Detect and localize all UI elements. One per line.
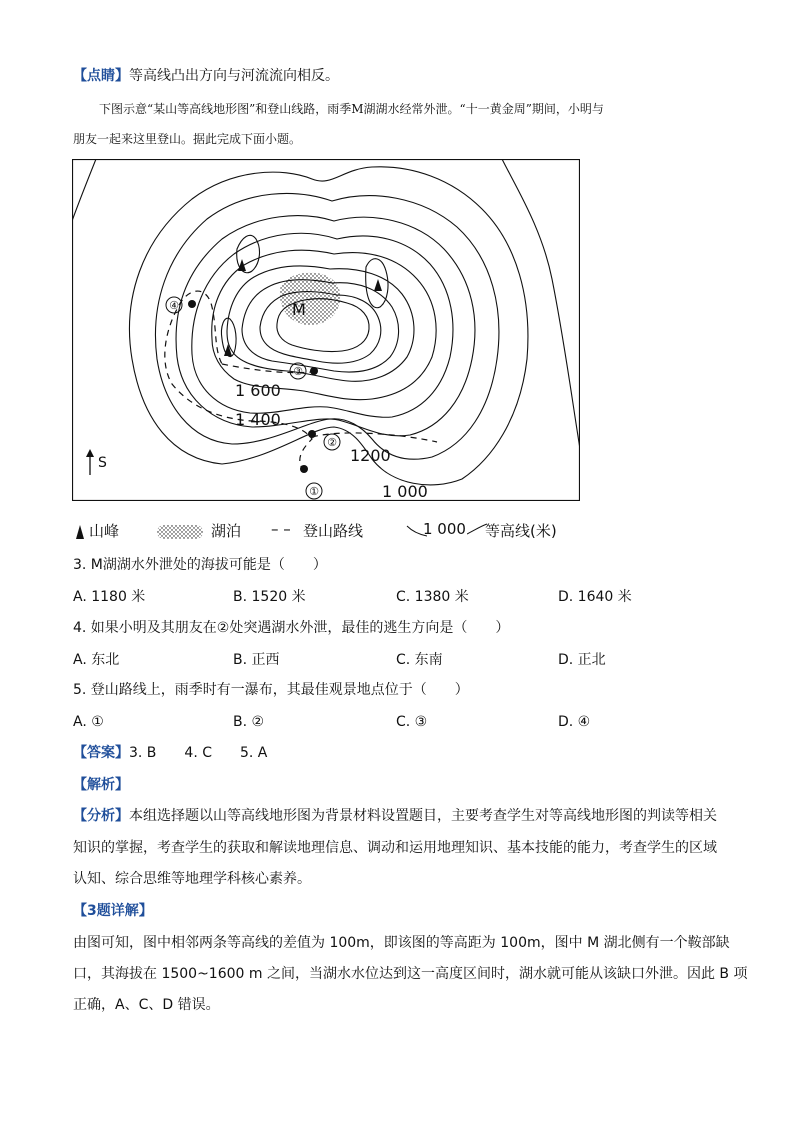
- detail-label: 【3题详解】: [73, 903, 153, 919]
- point-dot-4: [188, 300, 196, 308]
- contour-label-1000: 1 000: [382, 482, 428, 501]
- contour-label-1600: 1 600: [235, 381, 281, 400]
- question-3-option-d[interactable]: D. 1640 米: [558, 589, 632, 605]
- legend-peak: 山峰: [89, 522, 120, 540]
- fenxi-line-1: [73, 806, 717, 826]
- map-frame: [73, 160, 580, 501]
- question-3-option-a[interactable]: A. 1180 米: [73, 589, 146, 605]
- question-5-stem: 5. 登山路线上，雨季时有一瀑布，其最佳观景地点位于（ ）: [73, 682, 469, 698]
- question-5-option-b[interactable]: B. ②: [233, 714, 265, 730]
- question-4-option-d[interactable]: D. 正北: [558, 652, 606, 668]
- question-3-option-c[interactable]: C. 1380 米: [396, 589, 469, 605]
- intro-line-2: 朋友一起来这里登山。据此完成下面小题。: [73, 132, 302, 146]
- question-3-option-b[interactable]: B. 1520 米: [233, 589, 306, 605]
- analysis-label: 【解析】: [73, 777, 129, 793]
- legend-lake: 湖泊: [211, 522, 242, 540]
- contour-label-1400: 1 400: [235, 410, 281, 429]
- answer-label: 【答案】: [73, 745, 129, 761]
- legend-contour: 等高线(米): [485, 522, 557, 540]
- north-label: S: [98, 455, 107, 471]
- question-5-option-a[interactable]: A. ①: [73, 714, 104, 730]
- tip-text: 等高线凸出方向与河流流向相反。: [129, 68, 339, 84]
- contour-label-1200: 1200: [350, 446, 391, 465]
- detail-line-2: 口，其海拔在 1500~1600 m 之间，当湖水水位达到这一高度区间时，湖水就可能从该缺口外泄。因此 B 项: [73, 966, 748, 982]
- point-dot-1: [300, 465, 308, 473]
- lake-label: M: [292, 300, 306, 319]
- point-dot-3: [310, 367, 318, 375]
- point-label-3: ③: [293, 365, 303, 378]
- legend-contour-value: 1 000: [423, 520, 466, 538]
- question-4-stem: 4. 如果小明及其朋友在②处突遇湖水外泄，最佳的逃生方向是（ ）: [73, 620, 510, 636]
- question-4-option-c[interactable]: C. 东南: [396, 652, 443, 668]
- question-4-option-b[interactable]: B. 正西: [233, 652, 280, 668]
- answer-line: [73, 743, 267, 763]
- detail-line-3: 正确，A、C、D 错误。: [73, 997, 220, 1013]
- question-5-option-d[interactable]: D. ④: [558, 714, 591, 730]
- question-3-stem: 3. M湖湖水外泄处的海拔可能是（ ）: [73, 557, 327, 573]
- question-5-option-c[interactable]: C. ③: [396, 714, 428, 730]
- legend-route-symbol: – –: [271, 520, 291, 538]
- detail-line-1: 由图可知，图中相邻两条等高线的差值为 100m，即该图的等高距为 100m，图中 M 湖北侧有一个鞍部缺: [73, 935, 730, 951]
- point-label-2: ②: [327, 436, 337, 449]
- answer-text: 3. B 4. C 5. A: [129, 745, 268, 761]
- point-dot-2: [308, 430, 316, 438]
- tip-label: 【点睛】: [73, 68, 129, 84]
- question-4-option-a[interactable]: A. 东北: [73, 652, 120, 668]
- point-label-1: ①: [309, 485, 319, 498]
- fenxi-line-3: 认知、综合思维等地理学科核心素养。: [73, 871, 311, 887]
- fenxi-label: 【分析】: [73, 808, 129, 824]
- point-label-4: ④: [169, 299, 179, 312]
- lake-icon: [157, 523, 203, 541]
- contour-map: [72, 159, 580, 501]
- fenxi-text-1: 本组选择题以山等高线地形图为背景材料设置题目，主要考查学生对等高线地形图的判读等相关: [129, 808, 717, 824]
- intro-line-1: 下图示意“某山等高线地形图”和登山线路，雨季M湖湖水经常外泄。“十一黄金周”期间，小明与: [99, 102, 604, 116]
- legend-route: 登山路线: [303, 522, 364, 540]
- map-legend: [75, 520, 595, 542]
- fenxi-line-2: 知识的掌握，考查学生的获取和解读地理信息、调动和运用地理知识、基本技能的能力，考查学生的区域: [73, 840, 717, 856]
- peak-icon: [75, 525, 85, 539]
- tip-line: [73, 66, 339, 86]
